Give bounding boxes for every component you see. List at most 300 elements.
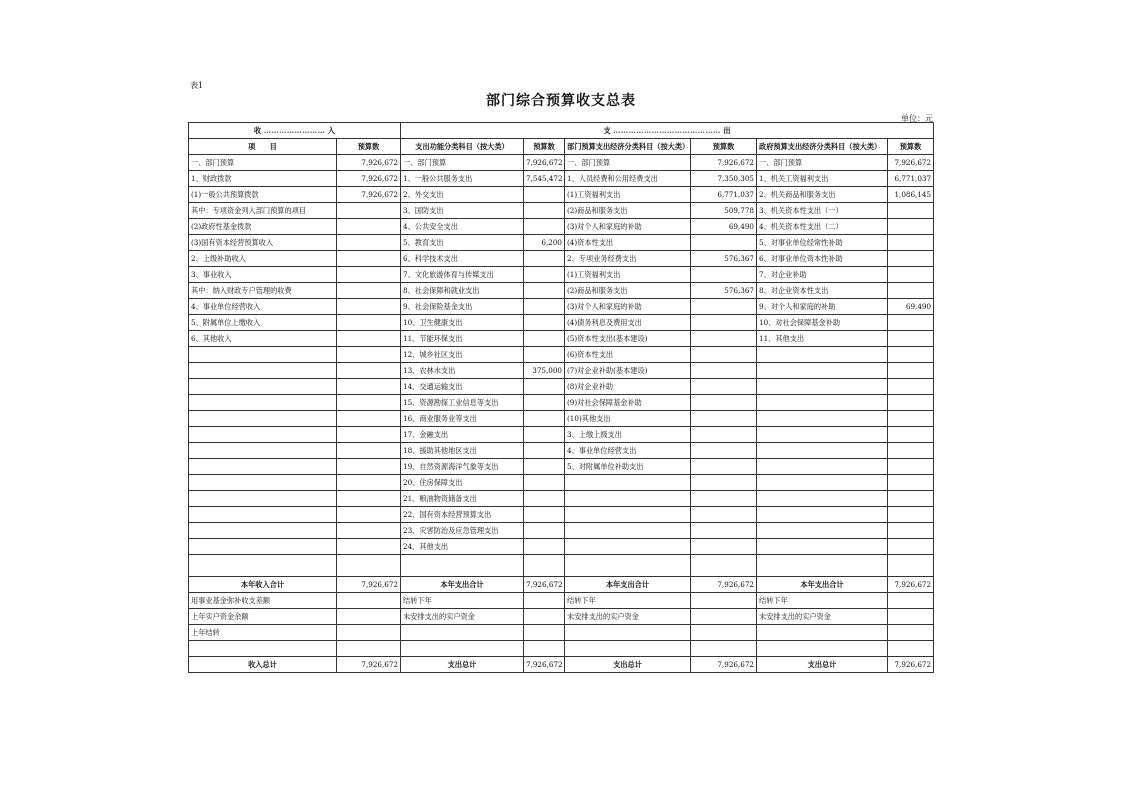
table-tag: 表1 <box>190 81 204 90</box>
gov-econ-value-cell <box>888 443 934 459</box>
gov-econ-extra-item: 结转下年 <box>757 593 888 609</box>
income-extra-value <box>337 593 401 609</box>
empty-cell <box>691 555 757 577</box>
income-extra-item: 上年结转 <box>189 625 337 641</box>
gov-econ-value-cell <box>888 251 934 267</box>
dept-econ-item-cell: 4、事业单位经营支出 <box>565 443 691 459</box>
func-item-cell: 11、节能环保支出 <box>401 331 524 347</box>
dept-econ-extra-value <box>691 625 757 641</box>
table-row <box>189 299 934 315</box>
table-row <box>189 315 934 331</box>
table-row <box>189 155 934 171</box>
income-value-cell <box>337 315 401 331</box>
gov-econ-item-cell <box>757 523 888 539</box>
dept-econ-value-cell <box>691 235 757 251</box>
gov-econ-item-cell <box>757 363 888 379</box>
dept-econ-item-cell: (3)对个人和家庭的补助 <box>565 219 691 235</box>
func-value-cell <box>524 491 565 507</box>
gov-econ-value-cell: 1,086,145 <box>888 187 934 203</box>
func-value-cell <box>524 299 565 315</box>
func-item-cell: 19、自然资源海洋气象等支出 <box>401 459 524 475</box>
gov-econ-value-cell <box>888 459 934 475</box>
gov-econ-item-cell: 1、机关工资福利支出 <box>757 171 888 187</box>
dept-econ-item-cell: (2)商品和服务支出 <box>565 283 691 299</box>
table-row <box>189 235 934 251</box>
gov-econ-item-cell <box>757 507 888 523</box>
func-extra-value <box>524 625 565 641</box>
income-value-cell <box>337 299 401 315</box>
income-item-cell <box>189 347 337 363</box>
income-value-cell <box>337 331 401 347</box>
func-value-cell <box>524 507 565 523</box>
dept-econ-value-cell <box>691 427 757 443</box>
table-row <box>189 539 934 555</box>
func-value-cell <box>524 203 565 219</box>
dept-econ-item-cell <box>565 475 691 491</box>
empty-cell <box>757 555 888 577</box>
gov-econ-value-cell: 6,771,037 <box>888 171 934 187</box>
dept-econ-total-value: 7,926,672 <box>691 657 757 673</box>
gov-econ-item-cell <box>757 491 888 507</box>
func-extra-item <box>401 625 524 641</box>
gov-econ-value-cell <box>888 411 934 427</box>
dept-econ-extra-item: 结转下年 <box>565 593 691 609</box>
empty-cell <box>524 641 565 657</box>
func-extra-item: 未安排支出的实户资金 <box>401 609 524 625</box>
dept-econ-value-cell <box>691 395 757 411</box>
func-item-cell: 13、农林水支出 <box>401 363 524 379</box>
func-item-cell: 一、部门预算 <box>401 155 524 171</box>
income-header: 收 …………………… 入 <box>189 123 401 139</box>
income-item-cell <box>189 491 337 507</box>
table-row <box>189 507 934 523</box>
gov-econ-value-cell <box>888 395 934 411</box>
carryover-row <box>189 593 934 609</box>
income-total-value: 7,926,672 <box>337 577 401 593</box>
gov-econ-value-cell <box>888 475 934 491</box>
gov-econ-value-cell <box>888 203 934 219</box>
dept-econ-value-cell <box>691 507 757 523</box>
empty-cell <box>337 641 401 657</box>
dept-econ-value-cell: 69,490 <box>691 219 757 235</box>
func-value-cell <box>524 411 565 427</box>
func-item-cell: 24、其他支出 <box>401 539 524 555</box>
dept-econ-value-cell <box>691 347 757 363</box>
income-item-cell: (2)政府性基金拨款 <box>189 219 337 235</box>
income-item-cell: (3)国有资本经营预算收入 <box>189 235 337 251</box>
income-value-cell <box>337 267 401 283</box>
income-item-cell: 其中：纳入财政专户管理的收费 <box>189 283 337 299</box>
func-extra-value <box>524 593 565 609</box>
income-item-cell: 3、事业收入 <box>189 267 337 283</box>
func-value-cell: 7,545,472 <box>524 171 565 187</box>
empty-cell <box>565 555 691 577</box>
table-row <box>189 219 934 235</box>
func-item-cell: 10、卫生健康支出 <box>401 315 524 331</box>
income-item-cell: 4、事业单位经营收入 <box>189 299 337 315</box>
dept-econ-value-cell <box>691 459 757 475</box>
gov-econ-item-cell: 4、机关资本性支出（二） <box>757 219 888 235</box>
gov-econ-extra-value <box>888 593 934 609</box>
income-item-cell <box>189 379 337 395</box>
func-value-cell <box>524 443 565 459</box>
func-item-cell: 2、外交支出 <box>401 187 524 203</box>
gov-econ-value-cell <box>888 219 934 235</box>
income-item-cell <box>189 459 337 475</box>
dept-econ-value-cell <box>691 523 757 539</box>
empty-cell <box>337 555 401 577</box>
gov-econ-value-cell <box>888 491 934 507</box>
gov-econ-value-cell <box>888 363 934 379</box>
empty-cell <box>888 641 934 657</box>
dept-econ-total-label: 本年支出合计 <box>565 577 691 593</box>
func-item-cell: 15、资源勘探工业信息等支出 <box>401 395 524 411</box>
empty-cell <box>691 641 757 657</box>
empty-cell <box>565 641 691 657</box>
budget-summary-table <box>188 122 934 673</box>
gov-econ-value-cell <box>888 507 934 523</box>
gov-econ-total-value: 7,926,672 <box>888 657 934 673</box>
table-row <box>189 459 934 475</box>
gov-econ-item-cell <box>757 443 888 459</box>
dept-econ-item-cell <box>565 539 691 555</box>
func-item-cell: 12、城乡社区支出 <box>401 347 524 363</box>
func-total-label: 支出总计 <box>401 657 524 673</box>
dept-econ-extra-item: 未安排支出的实户资金 <box>565 609 691 625</box>
gov-econ-value-cell: 7,926,672 <box>888 155 934 171</box>
income-item-cell <box>189 411 337 427</box>
dept-econ-extra-item <box>565 625 691 641</box>
func-item-cell: 23、灾害防治及应急管理支出 <box>401 523 524 539</box>
grand-total-row <box>189 657 934 673</box>
table-row <box>189 347 934 363</box>
func-value-cell <box>524 395 565 411</box>
income-value-cell <box>337 363 401 379</box>
col-header-budget: 预算数 <box>888 139 934 155</box>
income-item-cell <box>189 443 337 459</box>
func-extra-value <box>524 609 565 625</box>
header-group-row <box>189 123 934 139</box>
income-value-cell <box>337 379 401 395</box>
gov-econ-item-cell: 11、其他支出 <box>757 331 888 347</box>
func-value-cell <box>524 187 565 203</box>
func-value-cell <box>524 379 565 395</box>
dept-econ-value-cell <box>691 267 757 283</box>
table-row <box>189 283 934 299</box>
gov-econ-item-cell <box>757 459 888 475</box>
gov-econ-value-cell <box>888 315 934 331</box>
empty-cell <box>401 641 524 657</box>
gov-econ-value-cell <box>888 347 934 363</box>
func-value-cell <box>524 219 565 235</box>
func-item-cell: 7、文化旅游体育与传媒支出 <box>401 267 524 283</box>
table-row <box>189 523 934 539</box>
col-header-item: 项 目 <box>189 139 337 155</box>
func-item-cell: 5、教育支出 <box>401 235 524 251</box>
dept-econ-value-cell <box>691 379 757 395</box>
table-row <box>189 491 934 507</box>
dept-econ-item-cell: 2、专项业务经费支出 <box>565 251 691 267</box>
table-row <box>189 395 934 411</box>
func-value-cell <box>524 539 565 555</box>
gov-econ-total-label: 支出总计 <box>757 657 888 673</box>
income-value-cell: 7,926,672 <box>337 155 401 171</box>
dept-econ-item-cell: (6)资本性支出 <box>565 347 691 363</box>
func-item-cell: 20、住房保障支出 <box>401 475 524 491</box>
func-total-value: 7,926,672 <box>524 657 565 673</box>
func-value-cell <box>524 427 565 443</box>
gov-econ-value-cell <box>888 539 934 555</box>
income-item-cell <box>189 363 337 379</box>
income-value-cell <box>337 475 401 491</box>
income-value-cell: 7,926,672 <box>337 171 401 187</box>
table-row <box>189 331 934 347</box>
gov-econ-item-cell <box>757 475 888 491</box>
col-header-budget: 预算数 <box>337 139 401 155</box>
table-row <box>189 363 934 379</box>
func-value-cell <box>524 475 565 491</box>
income-extra-item: 用事业基金弥补收支差额 <box>189 593 337 609</box>
income-value-cell <box>337 443 401 459</box>
gov-econ-item-cell <box>757 427 888 443</box>
dept-econ-value-cell <box>691 475 757 491</box>
gov-econ-value-cell <box>888 235 934 251</box>
income-value-cell <box>337 219 401 235</box>
table-row <box>189 203 934 219</box>
gov-econ-extra-item <box>757 625 888 641</box>
income-value-cell <box>337 283 401 299</box>
gov-econ-extra-item: 未安排支出的实户资金 <box>757 609 888 625</box>
func-value-cell <box>524 267 565 283</box>
dept-econ-item-cell: (8)对企业补助 <box>565 379 691 395</box>
income-total-label: 收入总计 <box>189 657 337 673</box>
dept-econ-value-cell <box>691 331 757 347</box>
dept-econ-item-cell: (4)债务利息及费用支出 <box>565 315 691 331</box>
func-item-cell: 1、一般公共服务支出 <box>401 171 524 187</box>
func-value-cell: 6,200 <box>524 235 565 251</box>
func-item-cell: 21、粮油物资储备支出 <box>401 491 524 507</box>
func-total-label: 本年支出合计 <box>401 577 524 593</box>
income-value-cell <box>337 427 401 443</box>
empty-cell <box>401 555 524 577</box>
gov-econ-item-cell: 3、机关资本性支出（一） <box>757 203 888 219</box>
col-header-budget: 预算数 <box>691 139 757 155</box>
gov-econ-item-cell <box>757 411 888 427</box>
func-value-cell <box>524 523 565 539</box>
income-value-cell <box>337 491 401 507</box>
func-item-cell: 17、金融支出 <box>401 427 524 443</box>
year-total-row <box>189 577 934 593</box>
table-row <box>189 171 934 187</box>
income-value-cell: 7,926,672 <box>337 187 401 203</box>
dept-econ-item-cell: 5、对附属单位补助支出 <box>565 459 691 475</box>
income-value-cell <box>337 539 401 555</box>
dept-econ-item-cell: (1)工资福利支出 <box>565 267 691 283</box>
dept-econ-value-cell: 576,367 <box>691 283 757 299</box>
gov-econ-item-cell: 一、部门预算 <box>757 155 888 171</box>
dept-econ-value-cell <box>691 491 757 507</box>
income-item-cell: 6、其他收入 <box>189 331 337 347</box>
income-item-cell: 其中：专项资金列入部门预算的项目 <box>189 203 337 219</box>
gov-econ-item-cell: 6、对事业单位资本性补助 <box>757 251 888 267</box>
dept-econ-value-cell <box>691 315 757 331</box>
table-row <box>189 251 934 267</box>
dept-econ-value-cell <box>691 443 757 459</box>
dept-econ-item-cell <box>565 523 691 539</box>
income-value-cell <box>337 411 401 427</box>
empty-cell <box>888 555 934 577</box>
func-item-cell: 16、商业服务业等支出 <box>401 411 524 427</box>
func-value-cell: 7,926,672 <box>524 155 565 171</box>
func-item-cell: 8、社会保障和就业支出 <box>401 283 524 299</box>
gov-econ-item-cell <box>757 539 888 555</box>
spacer-row <box>189 555 934 577</box>
dept-econ-value-cell: 509,778 <box>691 203 757 219</box>
dept-econ-item-cell: 3、上缴上级支出 <box>565 427 691 443</box>
income-extra-value <box>337 609 401 625</box>
col-header-func: 支出功能分类科目（按大类） <box>401 139 524 155</box>
table-row <box>189 379 934 395</box>
income-value-cell <box>337 507 401 523</box>
func-item-cell: 9、社会保险基金支出 <box>401 299 524 315</box>
dept-econ-item-cell: (5)资本性支出(基本建设) <box>565 331 691 347</box>
dept-econ-item-cell <box>565 491 691 507</box>
expense-header: 支 …………………………………… 出 <box>401 123 934 139</box>
income-value-cell <box>337 251 401 267</box>
gov-econ-item-cell <box>757 379 888 395</box>
func-value-cell <box>524 283 565 299</box>
table-row <box>189 187 934 203</box>
income-value-cell <box>337 395 401 411</box>
income-value-cell <box>337 459 401 475</box>
income-item-cell <box>189 427 337 443</box>
income-value-cell <box>337 203 401 219</box>
income-item-cell <box>189 475 337 491</box>
gov-econ-item-cell: 5、对事业单位经常性补助 <box>757 235 888 251</box>
dept-econ-item-cell <box>565 507 691 523</box>
income-total-value: 7,926,672 <box>337 657 401 673</box>
header-columns-row <box>189 139 934 155</box>
func-item-cell: 18、援助其他地区支出 <box>401 443 524 459</box>
dept-econ-item-cell: (1)工资福利支出 <box>565 187 691 203</box>
dept-econ-value-cell: 7,350,305 <box>691 171 757 187</box>
func-item-cell: 4、公共安全支出 <box>401 219 524 235</box>
gov-econ-value-cell: 69,490 <box>888 299 934 315</box>
dept-econ-item-cell: (7)对企业补助(基本建设) <box>565 363 691 379</box>
carryover-row <box>189 609 934 625</box>
income-item-cell: 2、上级补助收入 <box>189 251 337 267</box>
income-extra-value <box>337 625 401 641</box>
empty-cell <box>757 641 888 657</box>
gov-econ-item-cell: 7、对企业补助 <box>757 267 888 283</box>
dept-econ-total-value: 7,926,672 <box>691 577 757 593</box>
gov-econ-item-cell <box>757 395 888 411</box>
func-item-cell: 22、国有资本经营预算支出 <box>401 507 524 523</box>
gov-econ-item-cell <box>757 347 888 363</box>
func-value-cell <box>524 331 565 347</box>
gov-econ-total-label: 本年支出合计 <box>757 577 888 593</box>
dept-econ-item-cell: (2)商品和服务支出 <box>565 203 691 219</box>
table-row <box>189 443 934 459</box>
gov-econ-value-cell <box>888 379 934 395</box>
col-header-dept-econ: 部门预算支出经济分类科目（按大类） <box>565 139 691 155</box>
func-total-value: 7,926,672 <box>524 577 565 593</box>
empty-cell <box>189 641 337 657</box>
unit-label: 单位：元 <box>901 114 933 123</box>
income-item-cell: 一、部门预算 <box>189 155 337 171</box>
dept-econ-item-cell: 一、部门预算 <box>565 155 691 171</box>
dept-econ-value-cell <box>691 363 757 379</box>
table-row <box>189 427 934 443</box>
func-value-cell <box>524 251 565 267</box>
income-total-label: 本年收入合计 <box>189 577 337 593</box>
income-item-cell <box>189 523 337 539</box>
dept-econ-value-cell <box>691 299 757 315</box>
gov-econ-extra-value <box>888 625 934 641</box>
dept-econ-value-cell: 6,771,037 <box>691 187 757 203</box>
dept-econ-item-cell: 1、人员经费和公用经费支出 <box>565 171 691 187</box>
col-header-budget: 预算数 <box>524 139 565 155</box>
func-item-cell: 14、交通运输支出 <box>401 379 524 395</box>
dept-econ-value-cell <box>691 539 757 555</box>
dept-econ-extra-value <box>691 593 757 609</box>
dept-econ-value-cell <box>691 411 757 427</box>
dept-econ-item-cell: (3)对个人和家庭的补助 <box>565 299 691 315</box>
income-value-cell <box>337 347 401 363</box>
func-extra-item: 结转下年 <box>401 593 524 609</box>
dept-econ-item-cell: (10)其他支出 <box>565 411 691 427</box>
income-extra-item: 上年实户资金余额 <box>189 609 337 625</box>
table-row <box>189 475 934 491</box>
page-title: 部门综合预算收支总表 <box>486 93 636 109</box>
empty-cell <box>189 555 337 577</box>
func-item-cell: 3、国防支出 <box>401 203 524 219</box>
func-value-cell <box>524 459 565 475</box>
empty-cell <box>524 555 565 577</box>
gov-econ-value-cell <box>888 427 934 443</box>
spacer-row <box>189 641 934 657</box>
income-item-cell: (1)一般公共预算拨款 <box>189 187 337 203</box>
func-value-cell: 375,000 <box>524 363 565 379</box>
func-item-cell: 6、科学技术支出 <box>401 251 524 267</box>
col-header-gov-econ: 政府预算支出经济分类科目（按大类） <box>757 139 888 155</box>
gov-econ-value-cell <box>888 331 934 347</box>
gov-econ-total-value: 7,926,672 <box>888 577 934 593</box>
income-item-cell: 5、附属单位上缴收入 <box>189 315 337 331</box>
income-value-cell <box>337 235 401 251</box>
func-value-cell <box>524 347 565 363</box>
gov-econ-item-cell: 9、对个人和家庭的补助 <box>757 299 888 315</box>
table-row <box>189 411 934 427</box>
gov-econ-item-cell: 10、对社会保障基金补助 <box>757 315 888 331</box>
income-value-cell <box>337 523 401 539</box>
dept-econ-extra-value <box>691 609 757 625</box>
table-body <box>189 123 934 673</box>
dept-econ-value-cell: 576,367 <box>691 251 757 267</box>
table-row <box>189 267 934 283</box>
dept-econ-value-cell: 7,926,672 <box>691 155 757 171</box>
gov-econ-item-cell: 8、对企业资本性支出 <box>757 283 888 299</box>
gov-econ-value-cell <box>888 267 934 283</box>
income-item-cell <box>189 507 337 523</box>
gov-econ-extra-value <box>888 609 934 625</box>
gov-econ-value-cell <box>888 523 934 539</box>
dept-econ-item-cell: (9)对社会保障基金补助 <box>565 395 691 411</box>
gov-econ-item-cell: 2、机关商品和服务支出 <box>757 187 888 203</box>
gov-econ-value-cell <box>888 283 934 299</box>
income-item-cell <box>189 539 337 555</box>
carryover-row <box>189 625 934 641</box>
